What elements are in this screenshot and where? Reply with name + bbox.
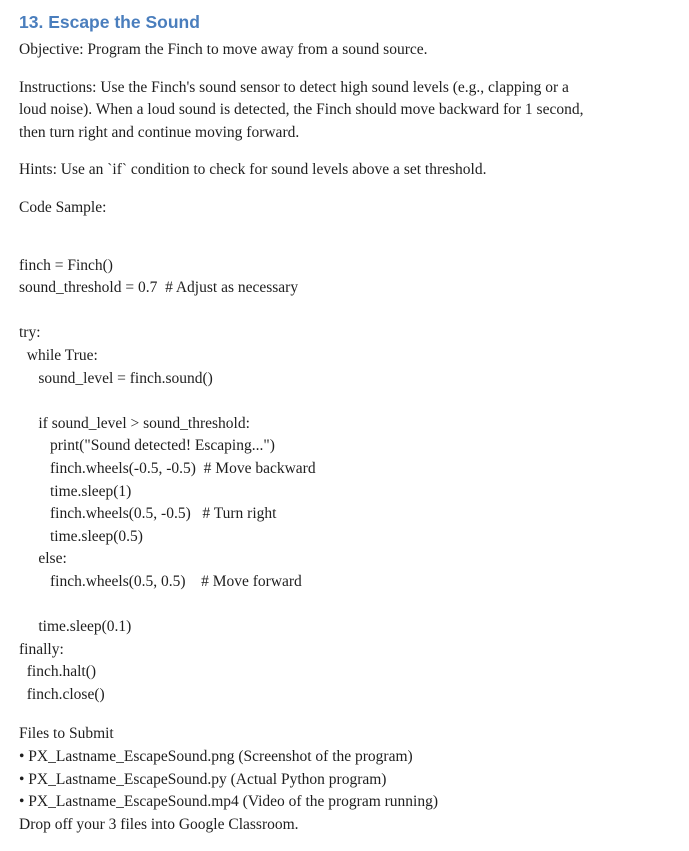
code-line: finch.wheels(0.5, -0.5) # Turn right	[19, 505, 277, 523]
objective-paragraph: Objective: Program the Finch to move away from a sound source.	[19, 41, 428, 58]
code-line: try:	[19, 324, 41, 342]
code-line: finch.halt()	[19, 663, 97, 681]
code-line: finch.wheels(-0.5, -0.5) # Move backward	[19, 459, 316, 477]
page-title: 13. Escape the Sound	[19, 12, 200, 32]
files-to-submit-heading: Files to Submit	[19, 725, 114, 743]
code-line: finch.close()	[19, 685, 105, 703]
file-list-item: • PX_Lastname_EscapeSound.png (Screenshot of the program)	[19, 748, 413, 766]
code-sample-block	[19, 255, 675, 707]
code-sample-label: Code Sample:	[19, 198, 107, 216]
files-to-submit-list	[19, 746, 675, 814]
code-line: time.sleep(1)	[19, 482, 132, 500]
code-line: print("Sound detected! Escaping...")	[19, 437, 275, 455]
code-line: if sound_level > sound_threshold:	[19, 414, 250, 432]
code-line: time.sleep(0.1)	[19, 618, 132, 636]
code-line: finch.wheels(0.5, 0.5) # Move forward	[19, 572, 302, 590]
code-line: time.sleep(0.5)	[19, 527, 143, 545]
instructions-line: loud noise). When a loud sound is detected, the Finch should move backward for 1 second,	[19, 101, 584, 119]
code-line: sound_level = finch.sound()	[19, 369, 213, 387]
file-list-item: • PX_Lastname_EscapeSound.py (Actual Python program)	[19, 770, 387, 788]
code-line: while True:	[19, 346, 98, 364]
instructions-line: Instructions: Use the Finch's sound sensor to detect high sound levels (e.g., clapping or a	[19, 78, 569, 96]
hints-paragraph: Hints: Use an `if` condition to check for sound levels above a set threshold.	[19, 161, 487, 179]
instructions-line: then turn right and continue moving forward.	[19, 123, 300, 141]
file-list-item: • PX_Lastname_EscapeSound.mp4 (Video of the program running)	[19, 793, 439, 811]
code-line: finally:	[19, 640, 64, 658]
instructions-paragraph	[19, 77, 675, 145]
code-line	[19, 300, 675, 323]
code-line: sound_threshold = 0.7 # Adjust as necessary	[19, 279, 299, 297]
dropoff-instruction: Drop off your 3 files into Google Classroom.	[19, 815, 299, 833]
code-line	[19, 593, 675, 616]
code-line: finch = Finch()	[19, 256, 113, 274]
code-line	[19, 390, 675, 413]
code-line: else:	[19, 550, 67, 568]
